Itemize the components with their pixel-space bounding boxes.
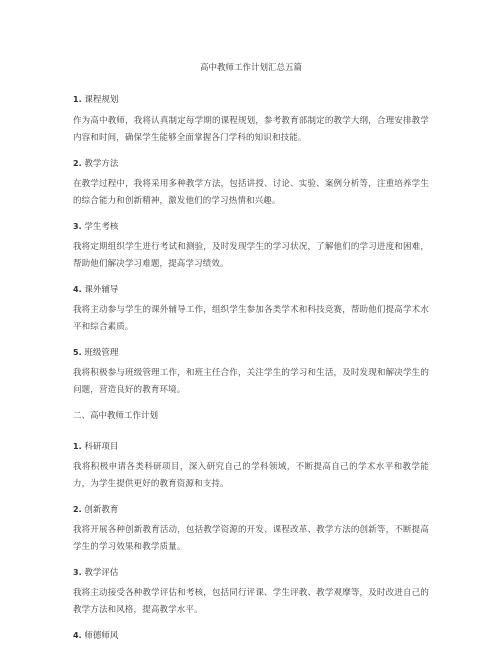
section-item-student-assessment [73, 221, 429, 233]
section-item-extracurricular-tutoring [73, 284, 429, 296]
section-item-teaching-evaluation [73, 567, 429, 579]
item-heading [73, 630, 429, 642]
item-paragraph: 我将主动接受各种教学评估和考核，包括同行评课、学生评教、教学观摩等，及时改进自己的教学方法和风格，提高教学水平。 [73, 588, 429, 615]
document-title: 高中教师工作计划汇总五篇 [199, 63, 302, 73]
item-number: 3. [73, 222, 82, 231]
item-paragraph: 我将定期组织学生进行考试和测验，及时发现学生的学习状况，了解他们的学习进度和困难，帮助他们解决学习难题，提高学习绩效。 [73, 242, 429, 269]
item-paragraph: 我将开展各种创新教育活动，包括教学资源的开发、课程改革、教学方法的创新等，不断提高学生的学习效果和教学质量。 [73, 525, 429, 552]
section-item-innovative-education [73, 504, 429, 516]
section-item-course-planning [73, 94, 429, 106]
item-paragraph: 在教学过程中，我将采用多种教学方法，包括讲授、讨论、实验、案例分析等，注重培养学生的综合能力和创新精神，激发他们的学习热情和兴趣。 [73, 179, 429, 206]
item-title: 课外辅导 [84, 285, 119, 295]
item-heading [73, 347, 429, 359]
item-number: 2. [73, 159, 82, 168]
item-title: 科研项目 [84, 442, 119, 452]
item-number: 4. [73, 285, 82, 294]
item-heading [73, 567, 429, 579]
section-item-teaching-methods [73, 158, 429, 170]
item-title: 班级管理 [84, 348, 119, 358]
item-heading [73, 504, 429, 516]
item-heading [73, 94, 429, 106]
item-number: 5. [73, 348, 82, 357]
item-heading [73, 158, 429, 170]
section-item-class-management [73, 347, 429, 359]
item-heading [73, 441, 429, 453]
section-heading: 二、高中教师工作计划 [73, 411, 159, 421]
item-paragraph: 我将积极参与班级管理工作，和班主任合作，关注学生的学习和生活，及时发现和解决学生的问题，营造良好的教育环境。 [73, 368, 429, 395]
item-title: 教学方法 [84, 159, 119, 169]
item-number: 1. [73, 442, 82, 451]
item-paragraph: 我将主动参与学生的课外辅导工作，组织学生参加各类学术和科技竞赛，帮助他们提高学术水平和综合素质。 [73, 305, 429, 332]
section-item-research-projects [73, 441, 429, 453]
item-paragraph: 作为高中教师，我将认真制定每学期的课程规划，参考教育部制定的教学大纲，合理安排教学内容和时间，确保学生能够全面掌握各门学科的知识和技能。 [73, 116, 429, 143]
item-heading [73, 284, 429, 296]
item-number: 4. [73, 631, 82, 640]
item-number: 3. [73, 568, 82, 577]
section-item-teacher-ethics [73, 630, 429, 642]
item-number: 2. [73, 505, 82, 514]
section-heading-part-two [73, 410, 429, 422]
item-title: 教学评估 [84, 568, 119, 578]
item-title: 课程规划 [84, 95, 119, 105]
item-paragraph: 我将积极申请各类科研项目，深入研究自己的学科领域，不断提高自己的学术水平和教学能力，为学生提供更好的教育资源和支持。 [73, 462, 429, 489]
item-number: 1. [73, 95, 82, 104]
item-title: 创新教育 [84, 505, 119, 515]
item-title: 学生考核 [84, 222, 119, 232]
item-title: 师德师风 [84, 631, 119, 641]
item-heading [73, 221, 429, 233]
